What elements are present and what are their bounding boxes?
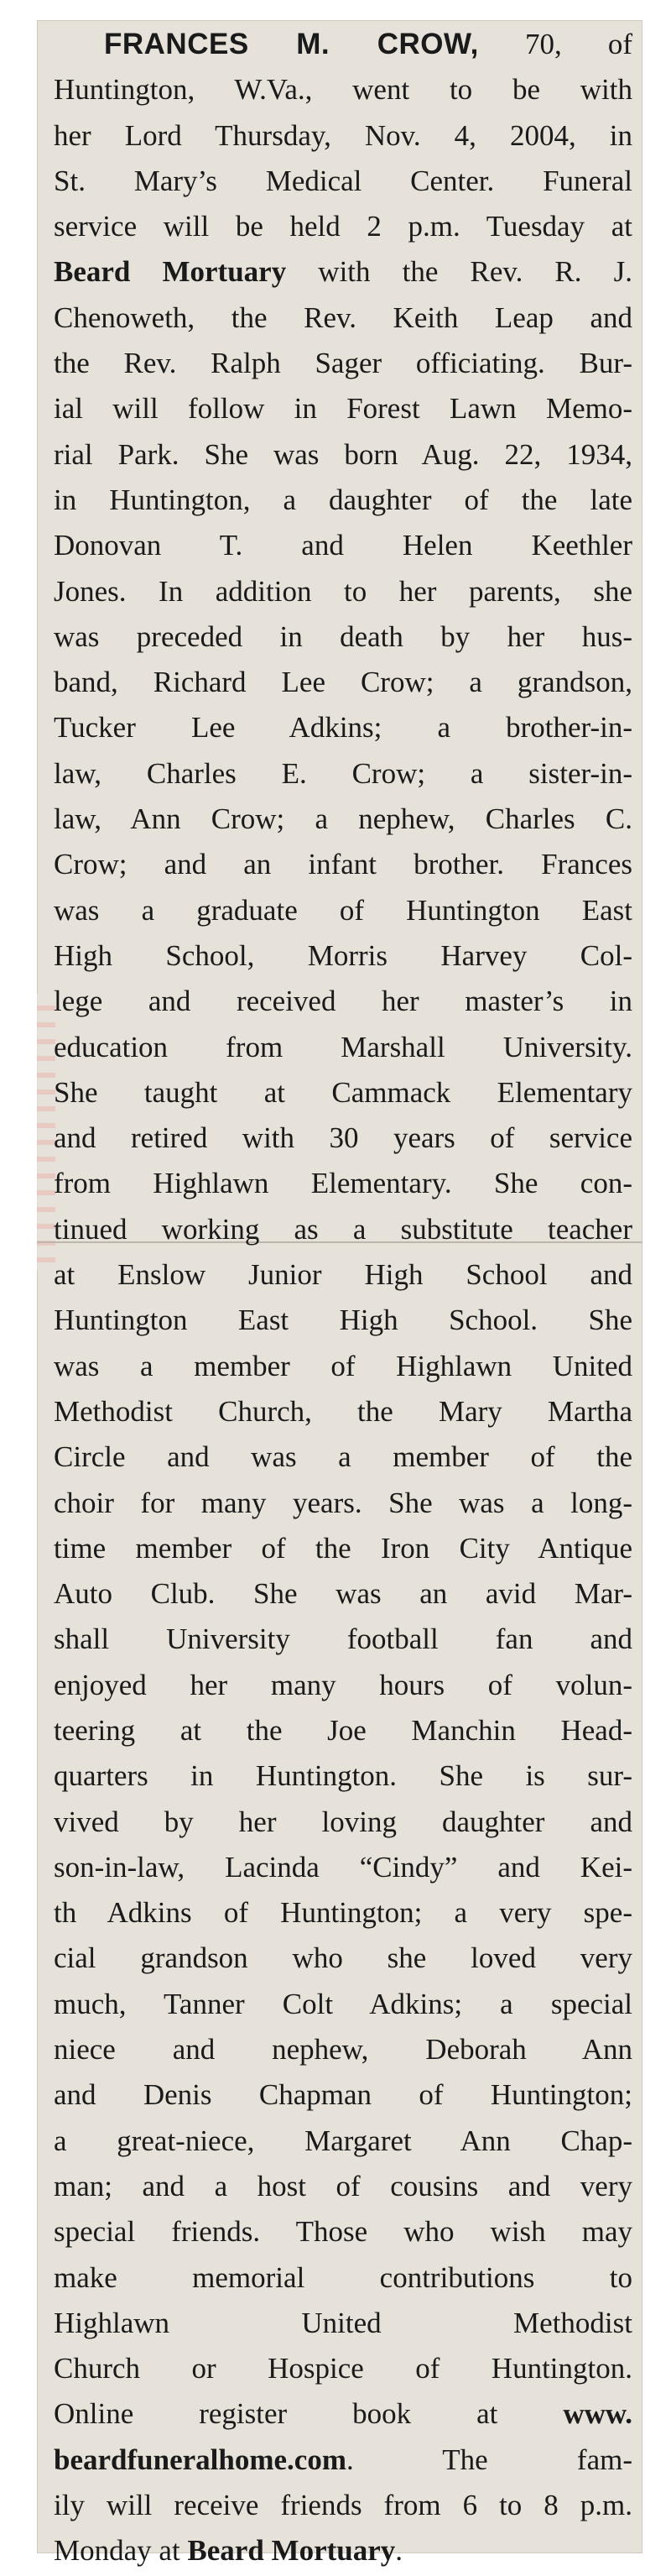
line-text: her Lord Thursday, Nov. 4, 2004, in	[54, 118, 632, 152]
obituary-line	[54, 1800, 632, 1845]
obituary-line	[54, 614, 632, 660]
line-text: special friends. Those who wish may	[54, 2215, 632, 2249]
line-text: make memorial contributions to	[54, 2260, 632, 2294]
obituary-line	[54, 523, 632, 568]
obituary-line	[54, 705, 632, 750]
line-text: service will be held 2 p.m. Tuesday at	[54, 210, 632, 243]
obituary-text	[54, 22, 632, 2574]
line-text: and Denis Chapman of Huntington;	[54, 2078, 632, 2112]
obituary-line	[54, 22, 632, 67]
line-text: Crow; and an infant brother. Frances	[54, 848, 632, 881]
obituary-line	[54, 1344, 632, 1389]
line-text: man; and a host of cousins and very	[54, 2169, 632, 2202]
obituary-line	[54, 1116, 632, 1161]
line-text: th Adkins of Huntington; a very spe-	[54, 1896, 632, 1930]
line-bold-text: Beard Mortuary	[54, 255, 287, 289]
obituary-line	[54, 2209, 632, 2255]
obituary-line	[54, 2301, 632, 2346]
obituary-line	[54, 295, 632, 341]
edge-stain	[37, 994, 55, 1271]
obituary-line	[54, 67, 632, 112]
obituary-line	[54, 1161, 632, 1206]
line-text: time member of the Iron City Antique	[54, 1531, 632, 1565]
obituary-line	[54, 2391, 632, 2437]
obituary-line	[54, 979, 632, 1024]
line-bold-text: www.	[563, 2397, 632, 2431]
line-text: was a graduate of Huntington East	[54, 893, 632, 927]
obituary-line	[54, 2255, 632, 2301]
obituary-line	[54, 1571, 632, 1617]
line-text: cial grandson who she loved very	[54, 1941, 632, 1975]
line-text: Huntington, W.Va., went to be with	[54, 73, 632, 107]
line-text: Circle and was a member of the	[54, 1440, 632, 1474]
obituary-line	[54, 2119, 632, 2164]
obituary-line	[54, 2483, 632, 2528]
obituary-line	[54, 1753, 632, 1799]
line-text: from Highlawn Elementary. She con-	[54, 1167, 632, 1200]
obituary-line	[54, 842, 632, 887]
line-text: Methodist Church, the Mary Martha	[54, 1394, 632, 1428]
line-text: She taught at Cammack Elementary	[54, 1075, 632, 1109]
obituary-line	[54, 478, 632, 523]
line-text: tinued working as a substitute teacher	[54, 1212, 632, 1246]
line-text: law, Charles E. Crow; a sister-in-	[54, 756, 632, 790]
line-text: St. Mary’s Medical Center. Funeral	[54, 164, 632, 197]
obituary-line	[54, 751, 632, 797]
obituary-line	[54, 2164, 632, 2209]
obituary-line	[54, 1982, 632, 2027]
line-text: Highlawn United Methodist	[54, 2306, 632, 2339]
line-text: Auto Club. She was an avid Mar-	[54, 1577, 632, 1611]
obituary-line	[54, 933, 632, 979]
line-text: . The fam-	[346, 2443, 632, 2476]
line-text: son-in-law, Lacinda “Cindy” and Kei-	[54, 1850, 632, 1884]
line-text: Chenoweth, the Rev. Keith Leap and	[54, 300, 632, 334]
obituary-line	[54, 1936, 632, 1981]
obituary-line	[54, 1207, 632, 1252]
line-text: enjoyed her many hours of volun-	[54, 1668, 632, 1701]
line-text: ial will follow in Forest Lawn Memo-	[54, 392, 632, 426]
line-text: Church or Hospice of Huntington.	[54, 2352, 632, 2385]
obituary-line	[54, 797, 632, 842]
obituary-line	[54, 2528, 632, 2573]
line-text: Huntington East High School. She	[54, 1304, 632, 1337]
obituary-line	[54, 1845, 632, 1890]
line-text: Jones. In addition to her parents, she	[54, 574, 632, 608]
obituary-line	[54, 249, 632, 295]
obituary-line	[54, 1708, 632, 1753]
obituary-line	[54, 1526, 632, 1571]
obituary-line	[54, 1025, 632, 1070]
line-text: niece and nephew, Deborah Ann	[54, 2033, 632, 2067]
line-text: quarters in Huntington. She is sur-	[54, 1759, 632, 1793]
obituary-line	[54, 113, 632, 159]
line-text: was preceded in death by her hus-	[54, 619, 632, 653]
line-text: with the Rev. R. J.	[286, 255, 632, 289]
line-text: teering at the Joe Manchin Head-	[54, 1713, 632, 1747]
line-text: vived by her loving daughter and	[54, 1805, 632, 1838]
obituary-line	[54, 1663, 632, 1708]
obituary-line	[54, 569, 632, 614]
line-text: much, Tanner Colt Adkins; a special	[54, 1987, 632, 2020]
line-text: and retired with 30 years of service	[54, 1121, 632, 1155]
obituary-line	[54, 432, 632, 478]
line-text: 70, of	[478, 28, 633, 60]
line-text: Online register book at	[54, 2397, 564, 2431]
obituary-line	[54, 1389, 632, 1434]
obituary-line	[54, 204, 632, 249]
deceased-name: FRANCES M. CROW,	[104, 28, 479, 60]
obituary-line	[54, 1481, 632, 1526]
obituary-line	[54, 888, 632, 933]
obituary-line	[54, 386, 632, 431]
line-text: .	[395, 2534, 403, 2568]
obituary-line	[54, 341, 632, 386]
obituary-line	[54, 660, 632, 705]
line-text: in Huntington, a daughter of the late	[54, 483, 632, 516]
obituary-line	[54, 2027, 632, 2072]
line-text: education from Marshall University.	[54, 1030, 632, 1063]
line-text: the Rev. Ralph Sager officiating. Bur-	[54, 347, 632, 380]
line-text: rial Park. She was born Aug. 22, 1934,	[54, 437, 632, 471]
line-text: Tucker Lee Adkins; a brother-in-	[54, 711, 632, 745]
obituary-line	[54, 2346, 632, 2391]
line-text: choir for many years. She was a long-	[54, 1486, 632, 1519]
line-text: Donovan T. and Helen Keethler	[54, 529, 632, 562]
obituary-line	[54, 2438, 632, 2483]
obituary-line	[54, 1617, 632, 1662]
line-text: Monday at	[54, 2534, 188, 2568]
line-text: High School, Morris Harvey Col-	[54, 938, 632, 972]
line-text: shall University football fan and	[54, 1622, 632, 1656]
obituary-line	[54, 1298, 632, 1343]
line-text: law, Ann Crow; a nephew, Charles C.	[54, 802, 632, 836]
line-text: lege and received her master’s in	[54, 985, 632, 1018]
obituary-line	[54, 2072, 632, 2118]
obituary-line	[54, 1434, 632, 1480]
line-bold-text: Beard Mortuary	[187, 2534, 396, 2568]
line-text: a great-niece, Margaret Ann Chap-	[54, 2124, 632, 2157]
line-text: ily will receive friends from 6 to 8 p.m.	[54, 2489, 632, 2522]
line-text: band, Richard Lee Crow; a grandson,	[54, 666, 632, 699]
obituary-line	[54, 1252, 632, 1298]
line-bold-text: beardfuneralhome.com	[54, 2443, 346, 2476]
line-text: at Enslow Junior High School and	[54, 1258, 632, 1292]
obituary-line	[54, 159, 632, 204]
obituary-line	[54, 1070, 632, 1116]
line-text: was a member of Highlawn United	[54, 1349, 632, 1382]
obituary-line	[54, 1890, 632, 1936]
